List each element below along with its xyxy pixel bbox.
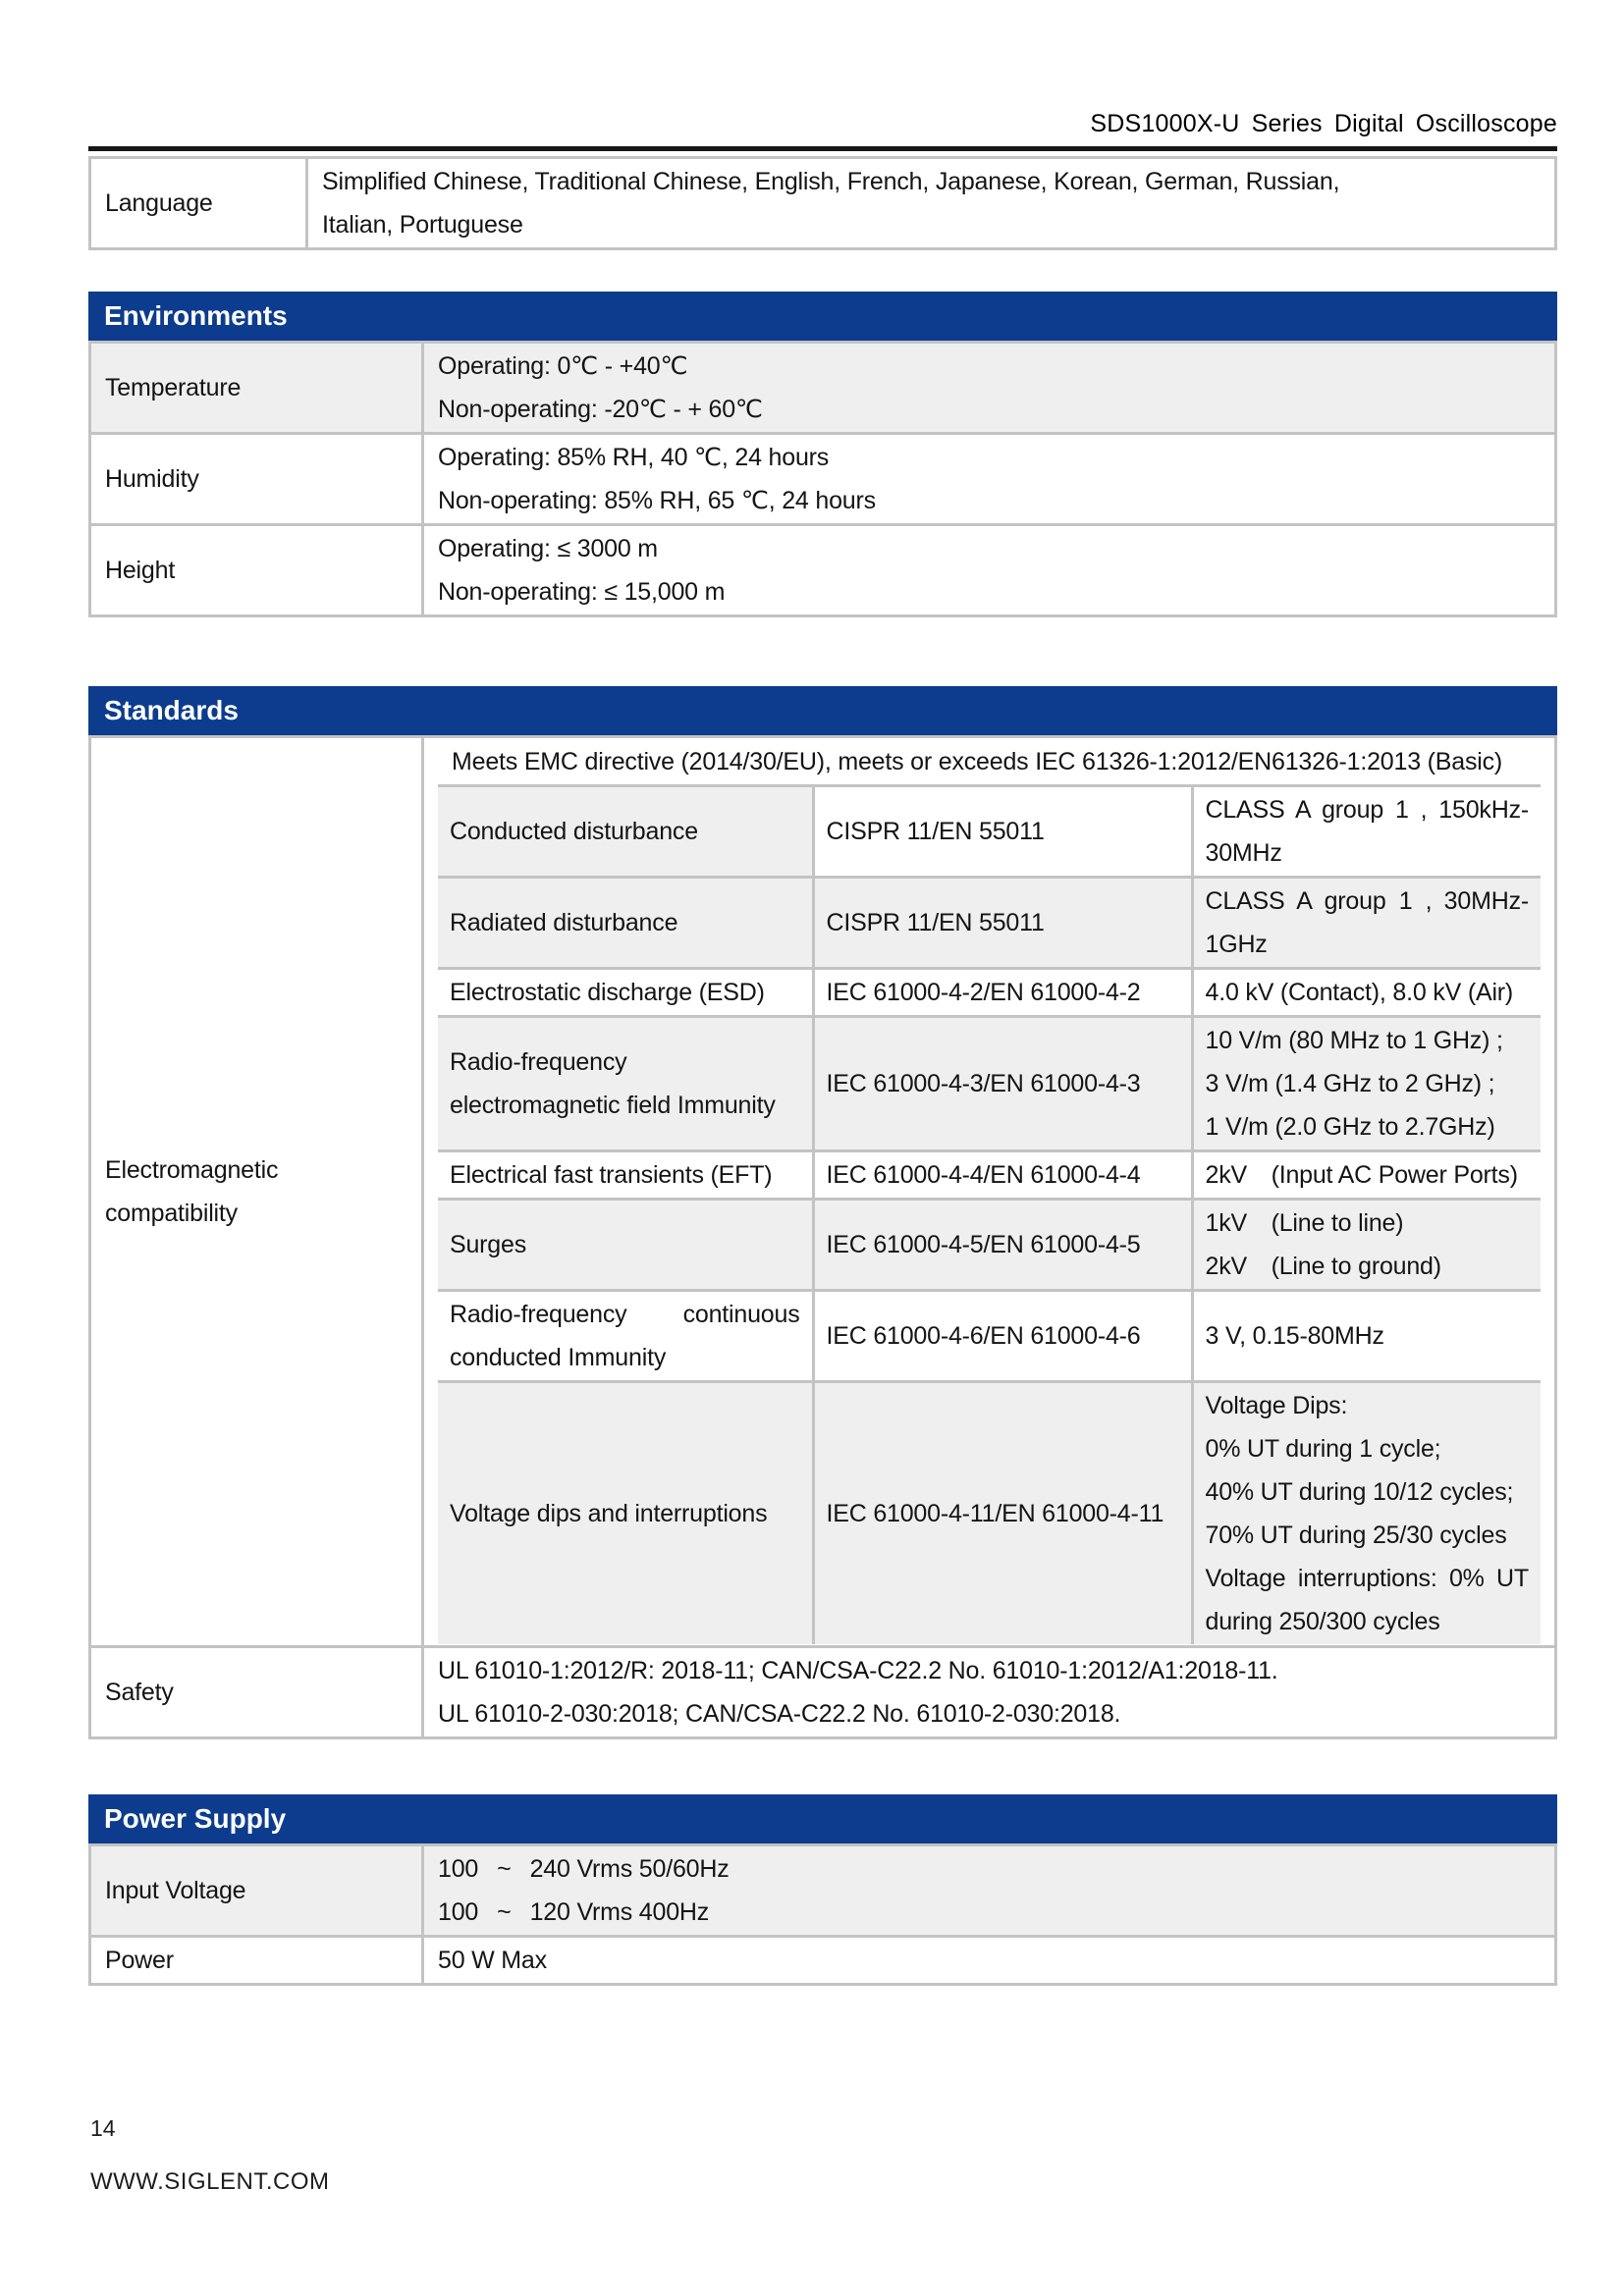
page-content [88,0,1557,1986]
emc-value-cell [1192,1017,1541,1151]
power-supply-table [88,1843,1557,1986]
row-value [423,434,1556,525]
emc-detail-table [438,787,1541,1644]
row-value [423,1937,1556,1985]
emc-standard-cell: IEC 61000-4-2/EN 61000-4-2 [813,969,1192,1017]
emc-value-cell [1192,878,1541,969]
page-footer [90,2115,1624,2196]
document-header [88,0,1557,137]
value-line: 70% UT during 25/30 cycles [1205,1522,1507,1549]
row-label: Safety [90,1647,423,1738]
emc-row-rf-conducted [438,1291,1541,1382]
value-line: 100 ~ 120 Vrms 400Hz [438,1898,710,1926]
header-rule [88,146,1557,151]
emc-item-cell: Radio-frequency electromagnetic field Immunity [438,1017,813,1151]
doc-title: SDS1000X-U Series Digital Oscilloscope [1090,110,1557,137]
website-text: WWW.SIGLENT.COM [90,2168,330,2195]
emc-row-surges [438,1200,1541,1291]
emc-item-cell: Radiated disturbance [438,878,813,969]
standards-section-header [88,686,1557,735]
row-label: Power [90,1937,423,1985]
value-line: 2kV (Line to ground) [1205,1253,1441,1280]
row-value [423,525,1556,616]
value-line: CLASS A group 1 , 150kHz-30MHz [1205,796,1529,867]
emc-standard-cell: CISPR 11/EN 55011 [813,787,1192,878]
emc-value-cell [1192,787,1541,878]
environments-section-title: Environments [104,300,288,331]
value-line: Voltage interruptions: 0% UT during 250/300 cycles [1205,1565,1529,1635]
emc-item-cell: Electrical fast transients (EFT) [438,1151,813,1200]
emc-label [90,737,423,1647]
emc-summary: Meets EMC directive (2014/30/EU), meets or exceeds IEC 61326-1:2012/EN61326-1:2013 (Basic) [438,739,1541,787]
table-row-emc [90,737,1556,1647]
row-value [423,1845,1556,1937]
emc-item-cell: Electrostatic discharge (ESD) [438,969,813,1017]
value-line: Simplified Chinese, Traditional Chinese, English, French, Japanese, Korean, German, Russian, [322,168,1340,195]
value-line: Operating: 85% RH, 40 ℃, 24 hours [438,444,830,471]
emc-standard-cell: CISPR 11/EN 55011 [813,878,1192,969]
environments-section-header [88,292,1557,341]
emc-standard-cell: IEC 61000-4-6/EN 61000-4-6 [813,1291,1192,1382]
value-line: Non-operating: -20℃ - + 60℃ [438,396,763,423]
emc-value-cell [1192,1200,1541,1291]
value-line: Operating: 0℃ - +40℃ [438,352,688,380]
value-line: Voltage Dips: [1205,1392,1348,1419]
table-row-temperature [90,343,1556,434]
emc-standard-cell: IEC 61000-4-11/EN 61000-4-11 [813,1382,1192,1645]
emc-value-cell [1192,1382,1541,1645]
power-supply-section-header [88,1794,1557,1843]
value-line: 1 V/m (2.0 GHz to 2.7GHz) [1205,1113,1495,1141]
value-line: 3 V, 0.15-80MHz [1205,1322,1384,1350]
table-row-safety [90,1647,1556,1738]
language-label: Language [90,158,307,249]
row-value [423,1647,1556,1738]
emc-item-cell: Radio-frequency continuous conducted Immunity [438,1291,813,1382]
row-value [423,343,1556,434]
value-line: Non-operating: ≤ 15,000 m [438,578,726,606]
value-line: 4.0 kV (Contact), 8.0 kV (Air) [1205,979,1514,1006]
standards-table [88,735,1557,1739]
language-value [307,158,1556,249]
page-number: 14 [90,2115,116,2141]
emc-value-cell [1192,1291,1541,1382]
table-row-height [90,525,1556,616]
value-line: 100 ~ 240 Vrms 50/60Hz [438,1855,730,1883]
emc-row-conducted [438,787,1541,878]
row-label: Input Voltage [90,1845,423,1937]
emc-value-cell [1192,1151,1541,1200]
row-label: Temperature [90,343,423,434]
table-row [90,158,1556,249]
value-line: 1kV (Line to line) [1205,1209,1404,1237]
row-label: Height [90,525,423,616]
table-row-humidity [90,434,1556,525]
emc-row-voltage-dips [438,1382,1541,1645]
emc-item-cell: Conducted disturbance [438,787,813,878]
emc-standard-cell: IEC 61000-4-5/EN 61000-4-5 [813,1200,1192,1291]
table-row-power [90,1937,1556,1985]
value-line: 40% UT during 10/12 cycles; [1205,1478,1514,1506]
emc-item-cell: Voltage dips and interruptions [438,1382,813,1645]
emc-row-esd [438,969,1541,1017]
value-line: 2kV (Input AC Power Ports) [1205,1161,1518,1189]
row-label: Humidity [90,434,423,525]
value-line: 10 V/m (80 MHz to 1 GHz) ; [1205,1027,1503,1054]
power-supply-section-title: Power Supply [104,1803,287,1834]
value-line: Operating: ≤ 3000 m [438,535,658,562]
emc-row-eft [438,1151,1541,1200]
value-line: Non-operating: 85% RH, 65 ℃, 24 hours [438,487,876,514]
value-line: CLASS A group 1 , 30MHz-1GHz [1205,887,1529,958]
table-row-input-voltage [90,1845,1556,1937]
emc-standard-cell: IEC 61000-4-3/EN 61000-4-3 [813,1017,1192,1151]
value-line: UL 61010-1:2012/R: 2018-11; CAN/CSA-C22.2 No. 61010-1:2012/A1:2018-11. [438,1657,1278,1684]
value-line: Italian, Portuguese [322,211,523,239]
language-table [88,156,1557,250]
value-line: UL 61010-2-030:2018; CAN/CSA-C22.2 No. 61010-2-030:2018. [438,1700,1121,1728]
value-line: 3 V/m (1.4 GHz to 2 GHz) ; [1205,1070,1495,1097]
value-line: 0% UT during 1 cycle; [1205,1435,1441,1463]
label-line: compatibility [105,1200,238,1227]
emc-standard-cell: IEC 61000-4-4/EN 61000-4-4 [813,1151,1192,1200]
emc-row-radiated [438,878,1541,969]
value-line: 50 W Max [438,1947,547,1974]
environments-table [88,341,1557,617]
emc-row-rf-field [438,1017,1541,1151]
standards-section-title: Standards [104,695,239,725]
label-line: Electromagnetic [105,1156,279,1184]
emc-value-area [423,737,1556,1647]
emc-item-cell: Surges [438,1200,813,1291]
emc-value-cell [1192,969,1541,1017]
